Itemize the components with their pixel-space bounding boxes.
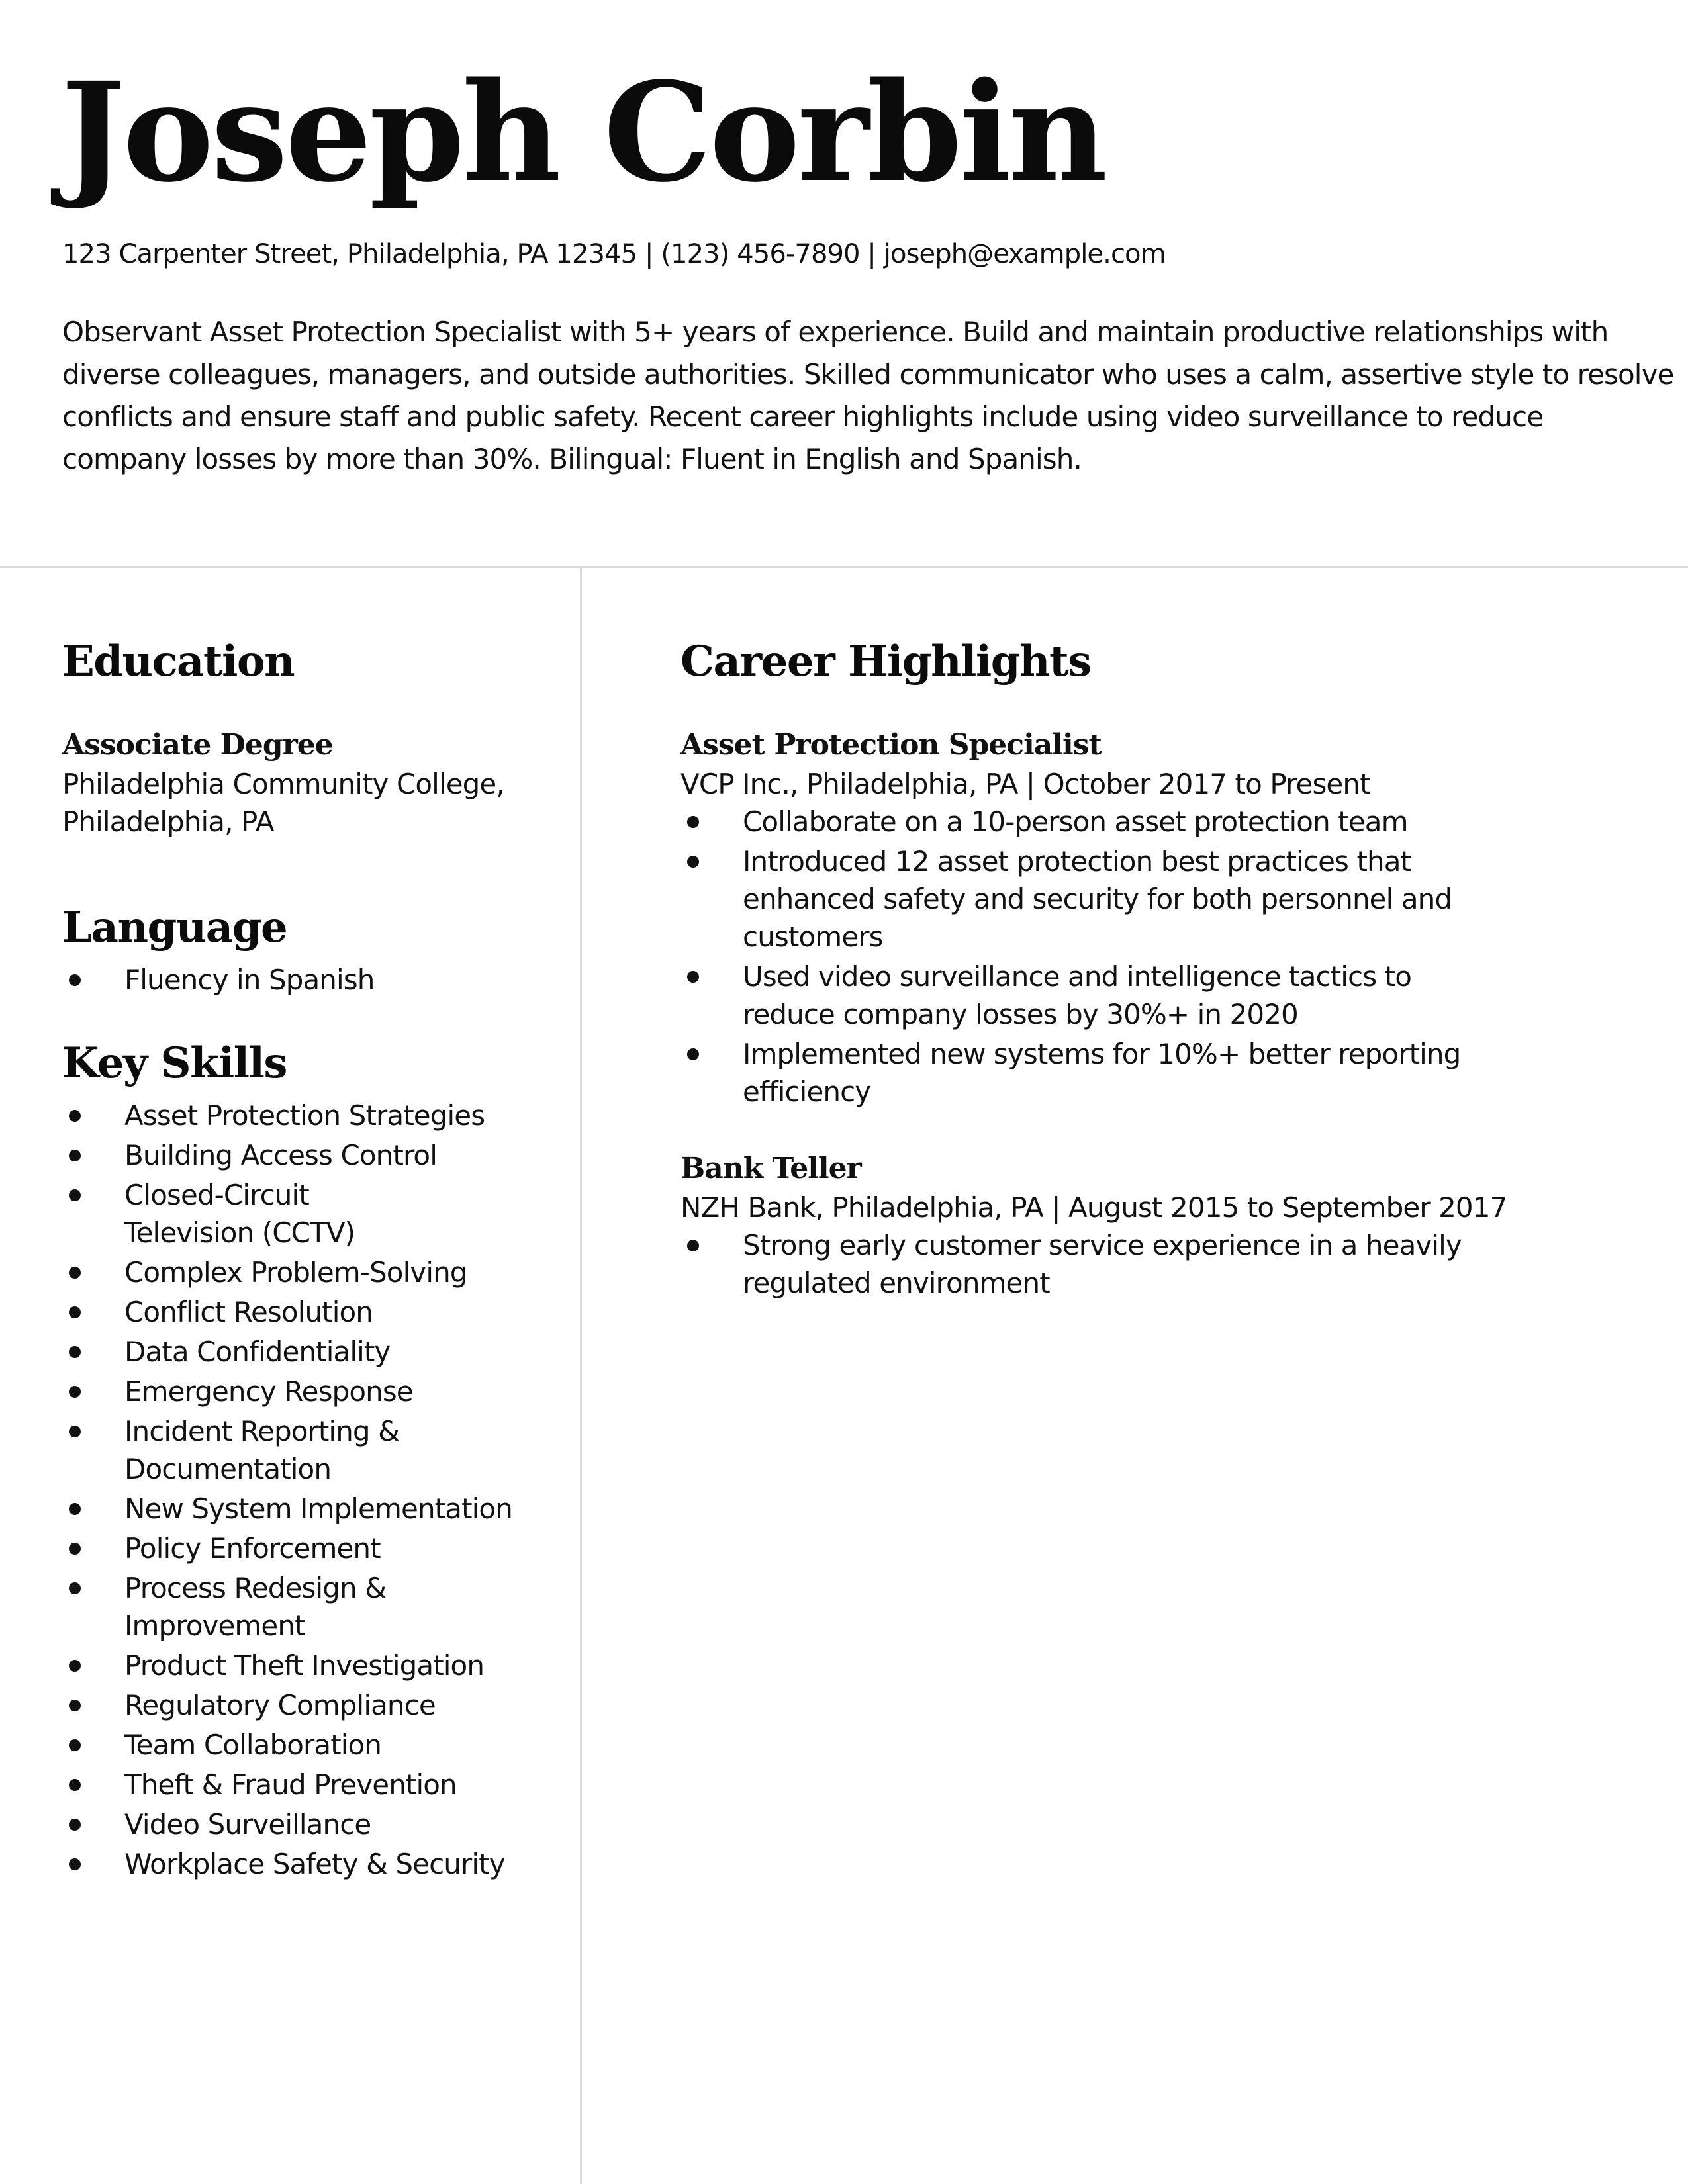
skills-heading: Key Skills bbox=[62, 1038, 287, 1088]
list-item: Data Confidentiality bbox=[62, 1333, 552, 1371]
list-item: Fluency in Spanish bbox=[62, 961, 552, 999]
language-list bbox=[62, 961, 552, 999]
horizontal-divider bbox=[0, 566, 1688, 568]
degree-title: Associate Degree bbox=[62, 728, 333, 762]
bullet-icon bbox=[69, 974, 81, 986]
list-item: New System Implementation bbox=[62, 1490, 552, 1527]
right-column bbox=[680, 629, 1634, 1304]
list-item: Strong early customer service experience in a heavily regulated environment bbox=[680, 1226, 1508, 1302]
job-meta: VCP Inc., Philadelphia, PA | October 2017 to Present bbox=[680, 768, 1370, 800]
list-item: Team Collaboration bbox=[62, 1726, 552, 1764]
bullet-icon bbox=[69, 1503, 81, 1515]
list-item: Asset Protection Strategies bbox=[62, 1097, 552, 1134]
bullet-icon bbox=[69, 1150, 81, 1161]
summary-line: conflicts and ensure staff and public safety. Recent career highlights include using video surveillance to reduce bbox=[62, 400, 1544, 433]
job-meta: NZH Bank, Philadelphia, PA | August 2015 to September 2017 bbox=[680, 1191, 1507, 1224]
bullet-icon bbox=[69, 1779, 81, 1791]
candidate-name: Joseph Corbin bbox=[61, 52, 1105, 212]
professional-summary bbox=[62, 311, 1674, 480]
list-item: Emergency Response bbox=[62, 1373, 552, 1410]
bullet-icon bbox=[687, 856, 699, 868]
job-title: Asset Protection Specialist bbox=[680, 728, 1102, 762]
bullet-icon bbox=[69, 1267, 81, 1279]
bullet-icon bbox=[69, 1582, 81, 1594]
list-item: Workplace Safety & Security bbox=[62, 1845, 552, 1883]
list-item: Regulatory Compliance bbox=[62, 1686, 552, 1724]
bullet-icon bbox=[69, 1660, 81, 1672]
list-item: Product Theft Investigation bbox=[62, 1647, 552, 1684]
contact-info: 123 Carpenter Street, Philadelphia, PA 12345 | (123) 456-7890 | joseph@example.com bbox=[62, 239, 1166, 269]
left-column bbox=[62, 629, 552, 1885]
list-item: Video Surveillance bbox=[62, 1805, 552, 1843]
bullet-icon bbox=[69, 1346, 81, 1358]
job-bullets bbox=[680, 1226, 1508, 1302]
bullet-icon bbox=[69, 1858, 81, 1870]
skills-list bbox=[62, 1097, 552, 1883]
list-item: Policy Enforcement bbox=[62, 1529, 552, 1567]
bullet-icon bbox=[69, 1700, 81, 1711]
job-title: Bank Teller bbox=[680, 1152, 861, 1185]
list-item: Incident Reporting & Documentation bbox=[62, 1412, 552, 1488]
bullet-icon bbox=[69, 1386, 81, 1398]
column-divider bbox=[580, 567, 582, 2184]
summary-line: Observant Asset Protection Specialist with 5+ years of experience. Build and maintain productive relationships with bbox=[62, 316, 1609, 348]
school-name: Philadelphia Community College, bbox=[62, 768, 504, 800]
bullet-icon bbox=[69, 1739, 81, 1751]
bullet-icon bbox=[69, 1189, 81, 1201]
bullet-icon bbox=[687, 971, 699, 983]
career-section bbox=[680, 629, 1634, 1302]
bullet-icon bbox=[69, 1819, 81, 1831]
list-item: Closed-Circuit Television (CCTV) bbox=[62, 1176, 552, 1251]
bullet-icon bbox=[69, 1426, 81, 1437]
list-item: Implemented new systems for 10%+ better reporting efficiency bbox=[680, 1035, 1508, 1111]
language-heading: Language bbox=[62, 903, 287, 952]
job-entry bbox=[680, 725, 1634, 1111]
list-item: Building Access Control bbox=[62, 1136, 552, 1174]
list-item: Introduced 12 asset protection best practices that enhanced safety and security for both personnel and customers bbox=[680, 842, 1508, 956]
job-bullets bbox=[680, 803, 1508, 1111]
list-item: Complex Problem-Solving bbox=[62, 1253, 552, 1291]
skills-section bbox=[62, 1030, 552, 1883]
school-location: Philadelphia, PA bbox=[62, 805, 274, 838]
resume-header bbox=[0, 0, 1688, 567]
language-section bbox=[62, 895, 552, 999]
list-item: Process Redesign & Improvement bbox=[62, 1569, 552, 1645]
summary-line: diverse colleagues, managers, and outside authorities. Skilled communicator who uses a calm, assertive style to resolve bbox=[62, 358, 1674, 390]
career-heading: Career Highlights bbox=[680, 637, 1091, 686]
summary-line: company losses by more than 30%. Bilingual: Fluent in English and Spanish. bbox=[62, 443, 1082, 475]
list-item: Used video surveillance and intelligence tactics to reduce company losses by 30%+ in 2020 bbox=[680, 958, 1508, 1033]
bullet-icon bbox=[687, 1240, 699, 1251]
bullet-icon bbox=[69, 1306, 81, 1318]
bullet-icon bbox=[69, 1543, 81, 1555]
education-heading: Education bbox=[62, 637, 295, 686]
bullet-icon bbox=[687, 816, 699, 828]
job-entry bbox=[680, 1149, 1634, 1302]
bullet-icon bbox=[687, 1048, 699, 1060]
list-item: Conflict Resolution bbox=[62, 1293, 552, 1331]
education-section bbox=[62, 629, 552, 841]
list-item: Collaborate on a 10-person asset protection team bbox=[680, 803, 1508, 841]
list-item: Theft & Fraud Prevention bbox=[62, 1766, 552, 1803]
bullet-icon bbox=[69, 1110, 81, 1122]
